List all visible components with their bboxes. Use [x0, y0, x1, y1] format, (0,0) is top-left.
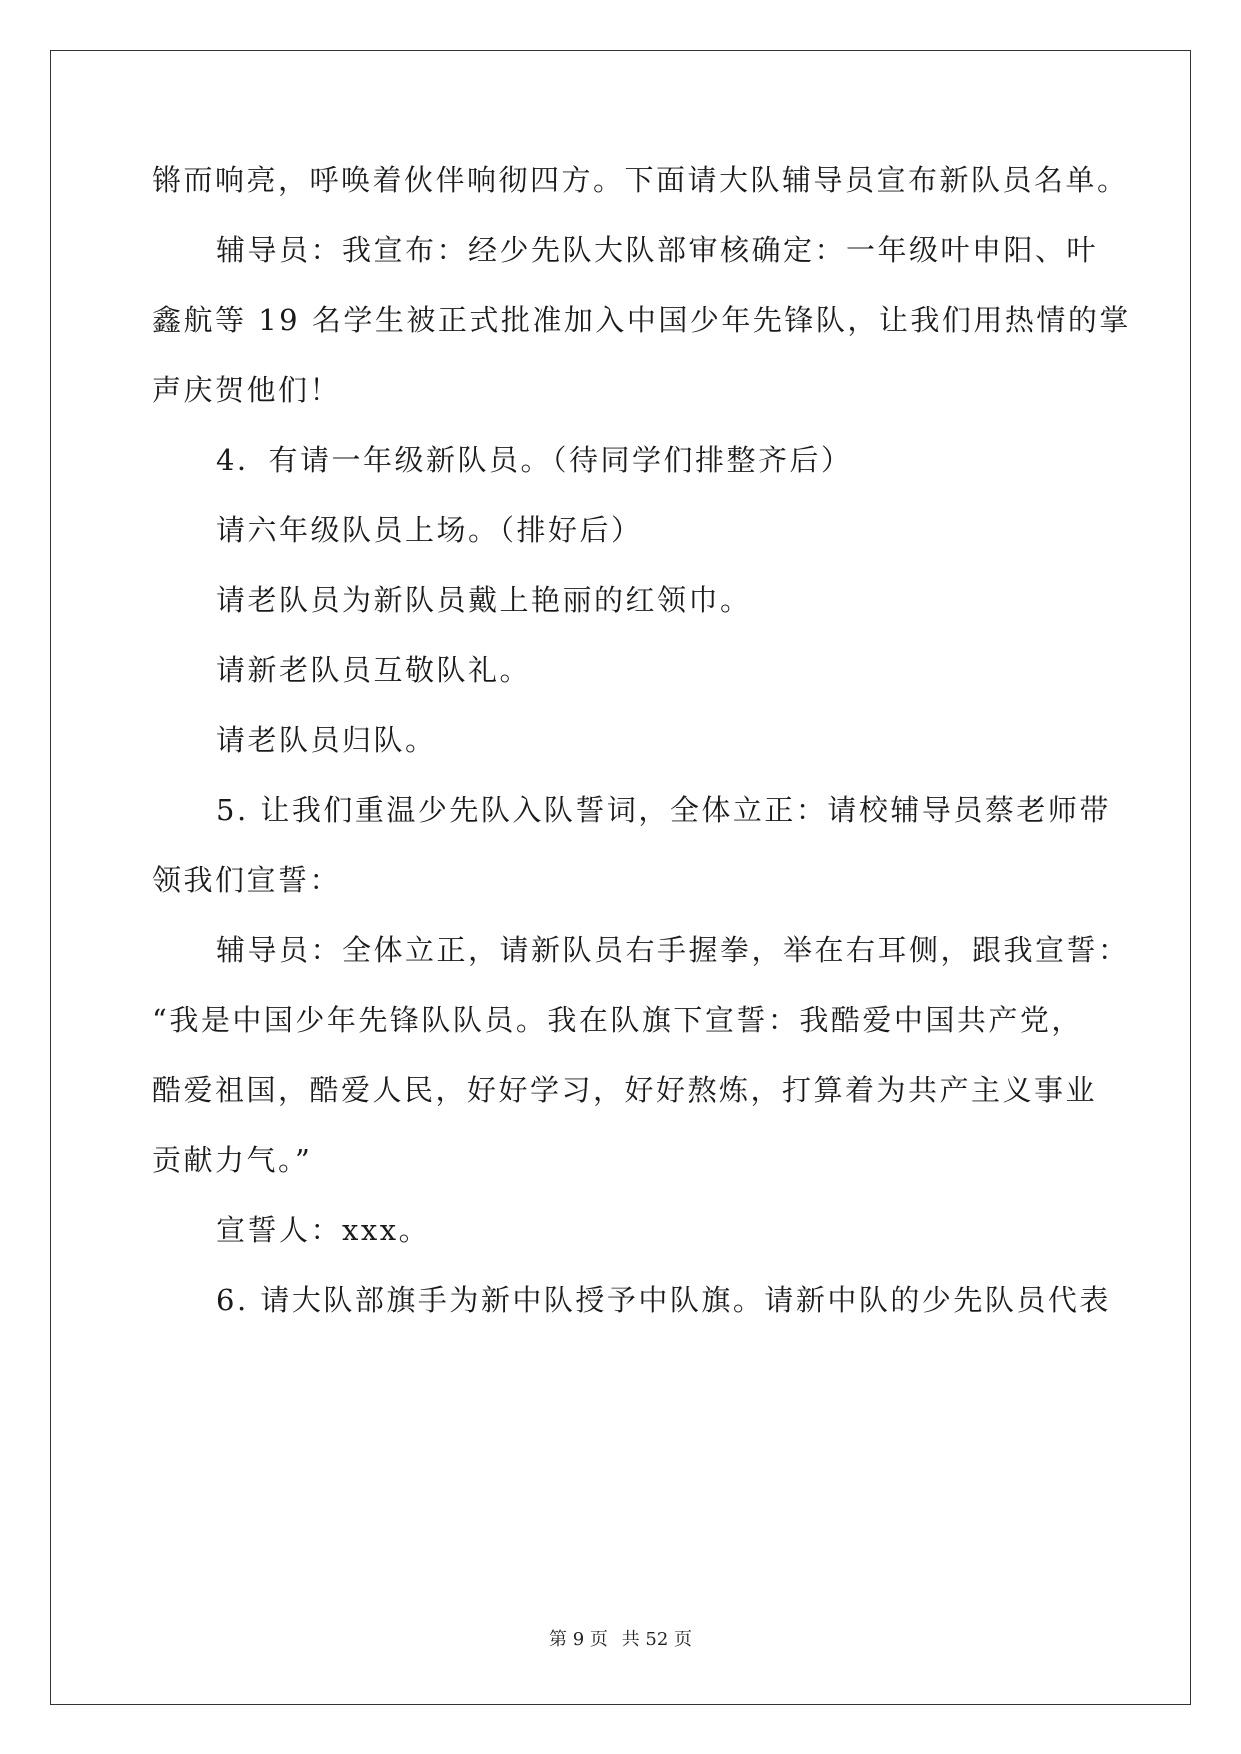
text-line: 5. 让我们重温少先队入队誓词，全体立正：请校辅导员蔡老师带 — [216, 793, 1111, 827]
text-line: 请六年级队员上场。（排好后） — [216, 513, 643, 547]
text-line: 声庆贺他们！ — [152, 373, 342, 407]
text-line: 请老队员为新队员戴上艳丽的红领巾。 — [216, 583, 752, 617]
text-line: “我是中国少年先锋队队员。我在队旗下宣誓：我酷爱中国共产党， — [152, 1003, 1083, 1037]
text-line: 请老队员归队。 — [216, 723, 437, 757]
page-number: 第 9 页 — [549, 1629, 608, 1650]
text-line: 6. 请大队部旗手为新中队授予中队旗。请新中队的少先队员代表 — [216, 1283, 1111, 1317]
text-line: 酷爱祖国，酷爱人民，好好学习，好好熬炼，打算着为共产主义事业 — [152, 1073, 1098, 1107]
page-footer — [0, 1628, 1241, 1652]
text-line: 领我们宣誓： — [152, 863, 342, 897]
text-line: 鑫航等 19 名学生被正式批准加入中国少年先锋队，让我们用热情的掌 — [152, 303, 1131, 337]
page-total: 共 52 页 — [621, 1629, 692, 1650]
text-line: 4．有请一年级新队员。（待同学们排整齐后） — [216, 443, 853, 477]
text-line: 辅导员：全体立正，请新队员右手握拳，举在右耳侧，跟我宣誓： — [216, 933, 1130, 967]
text-line: 请新老队员互敬队礼。 — [216, 653, 532, 687]
text-line: 贡献力气。” — [152, 1143, 313, 1177]
text-line: 辅导员：我宣布：经少先队大队部审核确定：一年级叶申阳、叶 — [216, 233, 1099, 267]
text-line: 宣誓人：xxx。 — [216, 1213, 431, 1247]
text-line: 锵而响亮，呼唤着伙伴响彻四方。下面请大队辅导员宣布新队员名单。 — [152, 163, 1129, 197]
